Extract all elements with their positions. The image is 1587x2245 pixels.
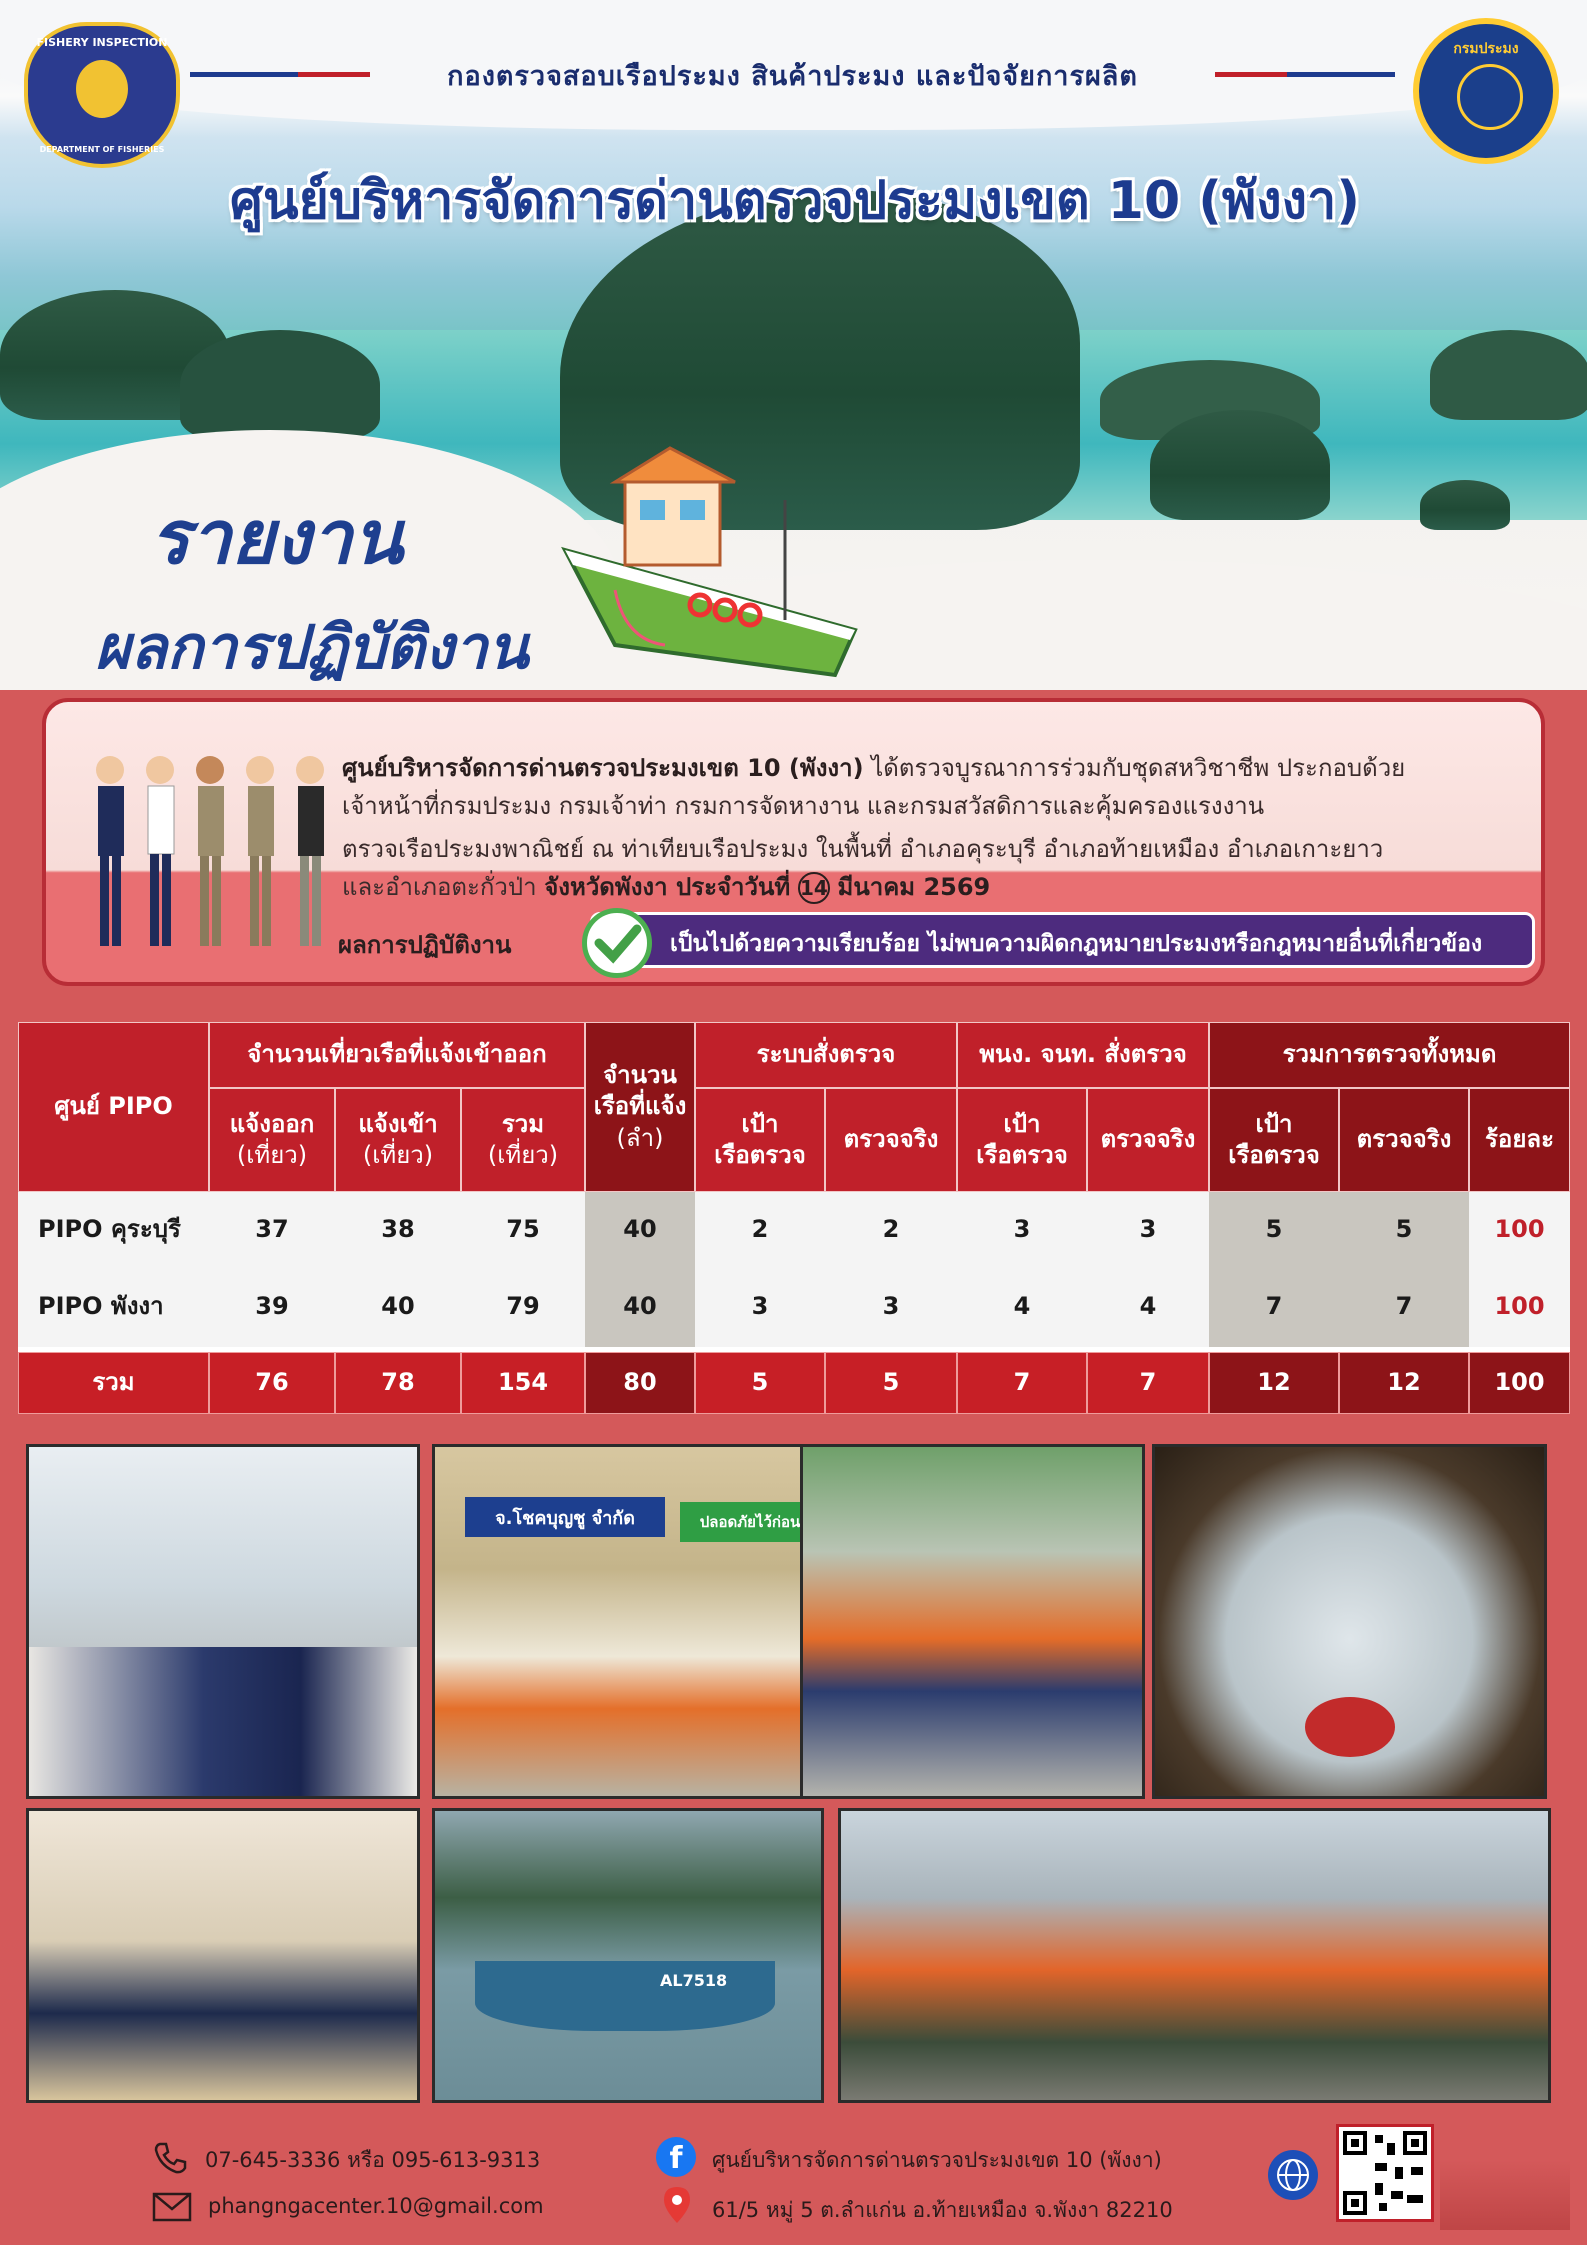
header-trips-group: จำนวนเที่ยวเรือที่แจ้งเข้าออก <box>209 1022 585 1088</box>
report-word: รายงาน <box>150 495 403 581</box>
total-out: 76 <box>209 1352 335 1414</box>
header-trips-in: แจ้งเข้า (เที่ยว) <box>335 1088 461 1192</box>
total-off-actual: 7 <box>1087 1352 1209 1414</box>
total-in: 78 <box>335 1352 461 1414</box>
header-all-actual: ตรวจจริง <box>1339 1088 1469 1192</box>
vessel-hull <box>475 1961 775 2031</box>
boat-watermark <box>1440 2160 1570 2230</box>
dof-emblem-icon <box>1457 64 1523 130</box>
header-system-group: ระบบสั่งตรวจ <box>695 1022 957 1088</box>
header-officer-actual: ตรวจจริง <box>1087 1088 1209 1192</box>
photo-crew-check-1 <box>432 1444 824 1799</box>
row-1-sys-actual: 2 <box>825 1192 957 1267</box>
header-trips-out: แจ้งออก (เที่ยว) <box>209 1088 335 1192</box>
fishery-inspection-logo <box>24 22 180 168</box>
island-right2 <box>1430 330 1587 420</box>
row-2-all-target: 7 <box>1209 1267 1339 1347</box>
dof-logo-text: กรมประมง <box>1453 41 1519 57</box>
total-total: 154 <box>461 1352 585 1414</box>
mail-icon <box>152 2192 192 2222</box>
report-subtitle: ผลการปฏิบัติงาน <box>95 613 529 683</box>
facebook-icon[interactable]: f <box>656 2137 696 2177</box>
officials-group-icon <box>86 748 356 953</box>
row-1-all-actual: 5 <box>1339 1192 1469 1267</box>
title-line-right <box>1215 72 1395 77</box>
globe-icon[interactable] <box>1268 2150 1318 2200</box>
result-text: เป็นไปด้วยความเรียบร้อย ไม่พบความผิดกฎหมายประมงหรือกฎหมายอื่นที่เกี่ยวข้อง <box>670 931 1483 957</box>
row-1-out: 37 <box>209 1192 335 1267</box>
row-2-out: 39 <box>209 1267 335 1347</box>
fishing-boat-illustration <box>555 440 875 690</box>
row-1-center: PIPO คุระบุรี <box>18 1192 209 1267</box>
footer-facebook[interactable]: ศูนย์บริหารจัดการด่านตรวจประมงเขต 10 (พังงา) <box>712 2148 1162 2172</box>
date-day-badge: 14 <box>798 872 830 904</box>
row-2-off-actual: 4 <box>1087 1267 1209 1347</box>
header-officer-group: พนง. จนท. สั่งตรวจ <box>957 1022 1209 1088</box>
row-2-boats: 40 <box>585 1267 695 1347</box>
row-1-all-target: 5 <box>1209 1192 1339 1267</box>
total-row-label: รวม <box>18 1352 209 1414</box>
header-center: ศูนย์ PIPO <box>18 1022 209 1192</box>
row-1-off-actual: 3 <box>1087 1192 1209 1267</box>
photo-safety-sign: ปลอดภัยไว้ก่อน <box>680 1502 820 1542</box>
header-officer-target: เป้า เรือตรวจ <box>957 1088 1087 1192</box>
row-2-percent: 100 <box>1469 1267 1570 1347</box>
header-all-target: เป้า เรือตรวจ <box>1209 1088 1339 1192</box>
location-pin-icon <box>662 2185 692 2225</box>
summary-line-4: และอำเภอตะกั่วป่า จังหวัดพังงา ประจำวันที่ 14 มีนาคม 2569 <box>342 867 990 906</box>
total-percent: 100 <box>1469 1352 1570 1414</box>
total-sys-target: 5 <box>695 1352 825 1414</box>
row-1-off-target: 3 <box>957 1192 1087 1267</box>
footer-phone: 07-645-3336 หรือ 095-613-9313 <box>205 2148 541 2172</box>
row-2-sys-actual: 3 <box>825 1267 957 1347</box>
logo-text-bottom: DEPARTMENT OF FISHERIES <box>39 145 165 154</box>
summary-line-2: เจ้าหน้าที่กรมประมง กรมเจ้าท่า กรมการจัดหางาน และกรมสวัสดิการและคุ้มครองแรงงาน <box>342 792 1265 820</box>
photo-sign: จ.โชคบุญชู จำกัด <box>465 1497 665 1537</box>
emblem-icon <box>76 60 128 118</box>
photo-document-check-1 <box>26 1444 420 1799</box>
department-fisheries-logo <box>1413 18 1559 164</box>
header-all-group: รวมการตรวจทั้งหมด <box>1209 1022 1570 1088</box>
header-system-actual: ตรวจจริง <box>825 1088 957 1192</box>
island-right3 <box>1150 410 1330 520</box>
row-1-sys-target: 2 <box>695 1192 825 1267</box>
row-2-in: 40 <box>335 1267 461 1347</box>
photo-crew-group <box>838 1808 1551 2103</box>
photo-document-check-2 <box>26 1808 420 2103</box>
summary-line-3: ตรวจเรือประมงพาณิชย์ ณ ท่าเทียบเรือประมง ในพื้นที่ อำเภอคุระบุรี อำเภอท้ายเหมือง อำเภอเกาะยาว <box>342 835 1384 863</box>
footer-address: 61/5 หมู่ 5 ต.ลำแก่น อ.ท้ายเหมือง จ.พังงา 82210 <box>712 2198 1173 2222</box>
total-sys-actual: 5 <box>825 1352 957 1414</box>
result-label: ผลการปฏิบัติงาน <box>338 931 512 959</box>
title-line-left <box>190 72 370 77</box>
total-all-actual: 12 <box>1339 1352 1469 1414</box>
footer-email[interactable]: phangngacenter.10@gmail.com <box>208 2194 544 2218</box>
island-left2 <box>180 330 380 440</box>
photo-scene <box>29 1647 417 1797</box>
summary-line-1: ศูนย์บริหารจัดการด่านตรวจประมงเขต 10 (พังงา) ได้ตรวจบูรณาการร่วมกับชุดสหวิชาชีพ ประกอบด้วย <box>342 754 1406 782</box>
row-2-total: 79 <box>461 1267 585 1347</box>
total-off-target: 7 <box>957 1352 1087 1414</box>
header-all-percent: ร้อยละ <box>1469 1088 1570 1192</box>
row-1-total: 75 <box>461 1192 585 1267</box>
agency-title: กองตรวจสอบเรือประมง สินค้าประมง และปัจจัยการผลิต <box>447 61 1138 92</box>
vessel-number: AL7518 <box>660 1971 728 1990</box>
total-boats: 80 <box>585 1352 695 1414</box>
photo-crew-check-2 <box>800 1444 1145 1799</box>
row-2-all-actual: 7 <box>1339 1267 1469 1347</box>
row-2-sys-target: 3 <box>695 1267 825 1347</box>
red-basket <box>1305 1697 1395 1757</box>
row-2-off-target: 4 <box>957 1267 1087 1347</box>
inspection-table <box>18 1022 1570 1414</box>
check-icon <box>582 908 652 978</box>
row-1-boats: 40 <box>585 1192 695 1267</box>
row-2-center: PIPO พังงา <box>18 1267 209 1347</box>
hero-banner <box>0 0 1587 690</box>
header-system-target: เป้า เรือตรวจ <box>695 1088 825 1192</box>
header-trips-total: รวม (เที่ยว) <box>461 1088 585 1192</box>
total-all-target: 12 <box>1209 1352 1339 1414</box>
phone-icon <box>152 2140 188 2176</box>
photo-fish-hold <box>1152 1444 1547 1799</box>
island-right4 <box>1420 480 1510 530</box>
row-1-in: 38 <box>335 1192 461 1267</box>
header-boats: จำนวน เรือที่แจ้ง (ลำ) <box>585 1022 695 1192</box>
row-1-percent: 100 <box>1469 1192 1570 1267</box>
center-title: ศูนย์บริหารจัดการด่านตรวจประมงเขต 10 (พังงา) <box>229 171 1361 231</box>
photo-fishing-vessel <box>432 1808 824 2103</box>
logo-text-top: FISHERY INSPECTION <box>36 36 168 49</box>
qr-code[interactable] <box>1336 2124 1434 2222</box>
